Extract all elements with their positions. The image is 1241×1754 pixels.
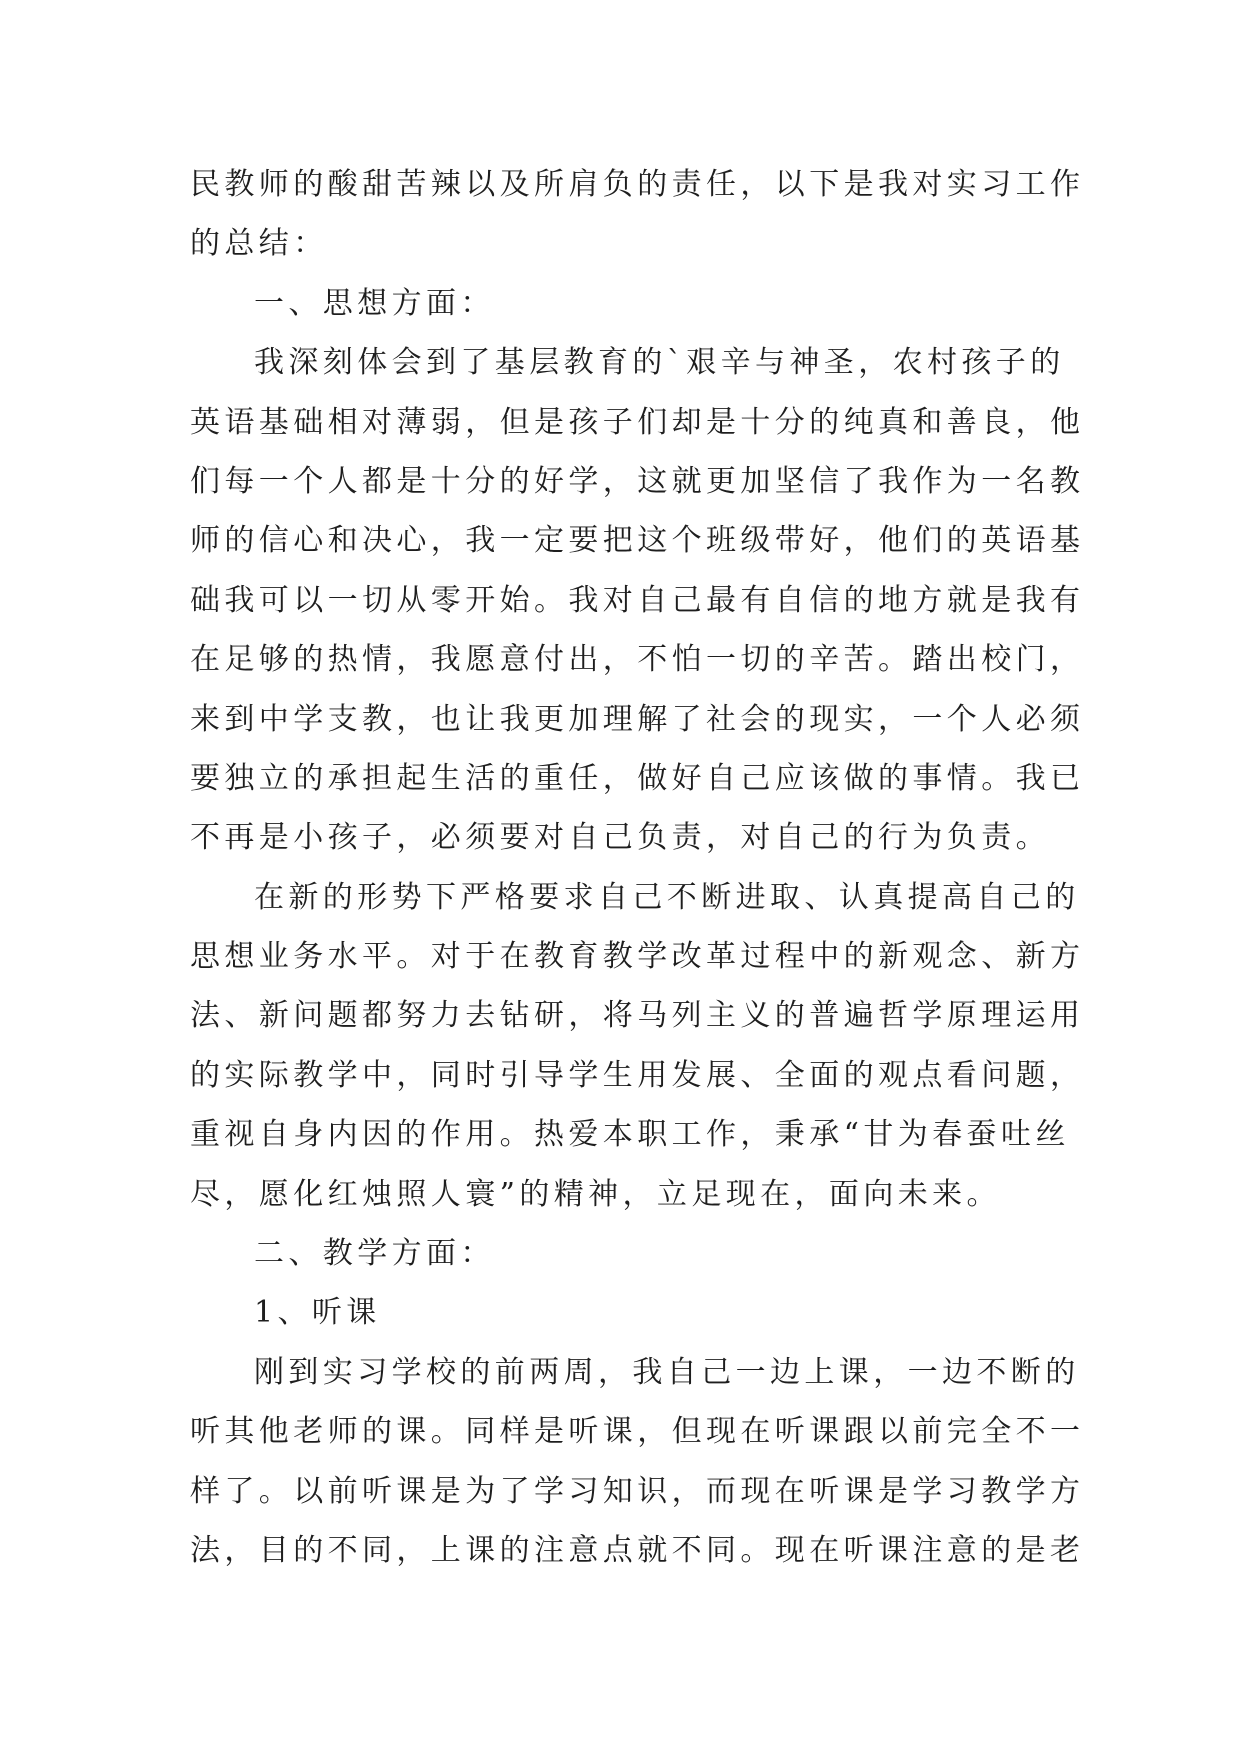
- text-line: 在新的形势下严格要求自己不断进取、认真提高自己的: [254, 879, 1080, 915]
- text-line: 础我可以一切从零开始。我对自己最有自信的地方就是我有: [190, 582, 1085, 618]
- text-line: 法、新问题都努力去钻研，将马列主义的普遍哲学原理运用: [190, 998, 1085, 1034]
- text-line: 我深刻体会到了基层教育的`艰辛与神圣，农村孩子的: [254, 345, 1065, 381]
- text-line: 听其他老师的课。同样是听课，但现在听课跟以前完全不一: [190, 1414, 1085, 1450]
- section-heading: 二、教学方面：: [254, 1236, 495, 1272]
- text-line: 尽，愿化红烛照人寰”的精神，立足现在，面向未来。: [190, 1176, 1001, 1212]
- text-line: 样了。以前听课是为了学习知识，而现在听课是学习教学方: [190, 1473, 1085, 1509]
- text-line: 法，目的不同，上课的注意点就不同。现在听课注意的是老: [190, 1532, 1085, 1568]
- text-line: 的实际教学中，同时引导学生用发展、全面的观点看问题，: [190, 1057, 1085, 1093]
- section-heading: 一、思想方面：: [254, 285, 495, 321]
- text-line: 要独立的承担起生活的重任，做好自己应该做的事情。我已: [190, 760, 1085, 796]
- text-line: 英语基础相对薄弱，但是孩子们却是十分的纯真和善良，他: [190, 404, 1085, 440]
- text-line: 来到中学支教，也让我更加理解了社会的现实，一个人必须: [190, 701, 1085, 737]
- text-line: 们每一个人都是十分的好学，这就更加坚信了我作为一名教: [190, 463, 1085, 499]
- text-line: 的总结：: [190, 226, 328, 262]
- subsection-heading: 1、听课: [254, 1295, 381, 1331]
- text-line: 师的信心和决心，我一定要把这个班级带好，他们的英语基: [190, 523, 1085, 559]
- text-line: 刚到实习学校的前两周，我自己一边上课，一边不断的: [254, 1354, 1080, 1390]
- text-line: 思想业务水平。对于在教育教学改革过程中的新观念、新方: [190, 939, 1085, 975]
- document-body: [190, 155, 1085, 1580]
- text-line: 重视自身内因的作用。热爱本职工作，秉承“甘为春蚕吐丝: [190, 1117, 1070, 1153]
- text-line: 不再是小孩子，必须要对自己负责，对自己的行为负责。: [190, 820, 1050, 856]
- text-line: 在足够的热情，我愿意付出，不怕一切的辛苦。踏出校门，: [190, 642, 1085, 678]
- text-line: 民教师的酸甜苦辣以及所肩负的责任，以下是我对实习工作: [190, 167, 1085, 202]
